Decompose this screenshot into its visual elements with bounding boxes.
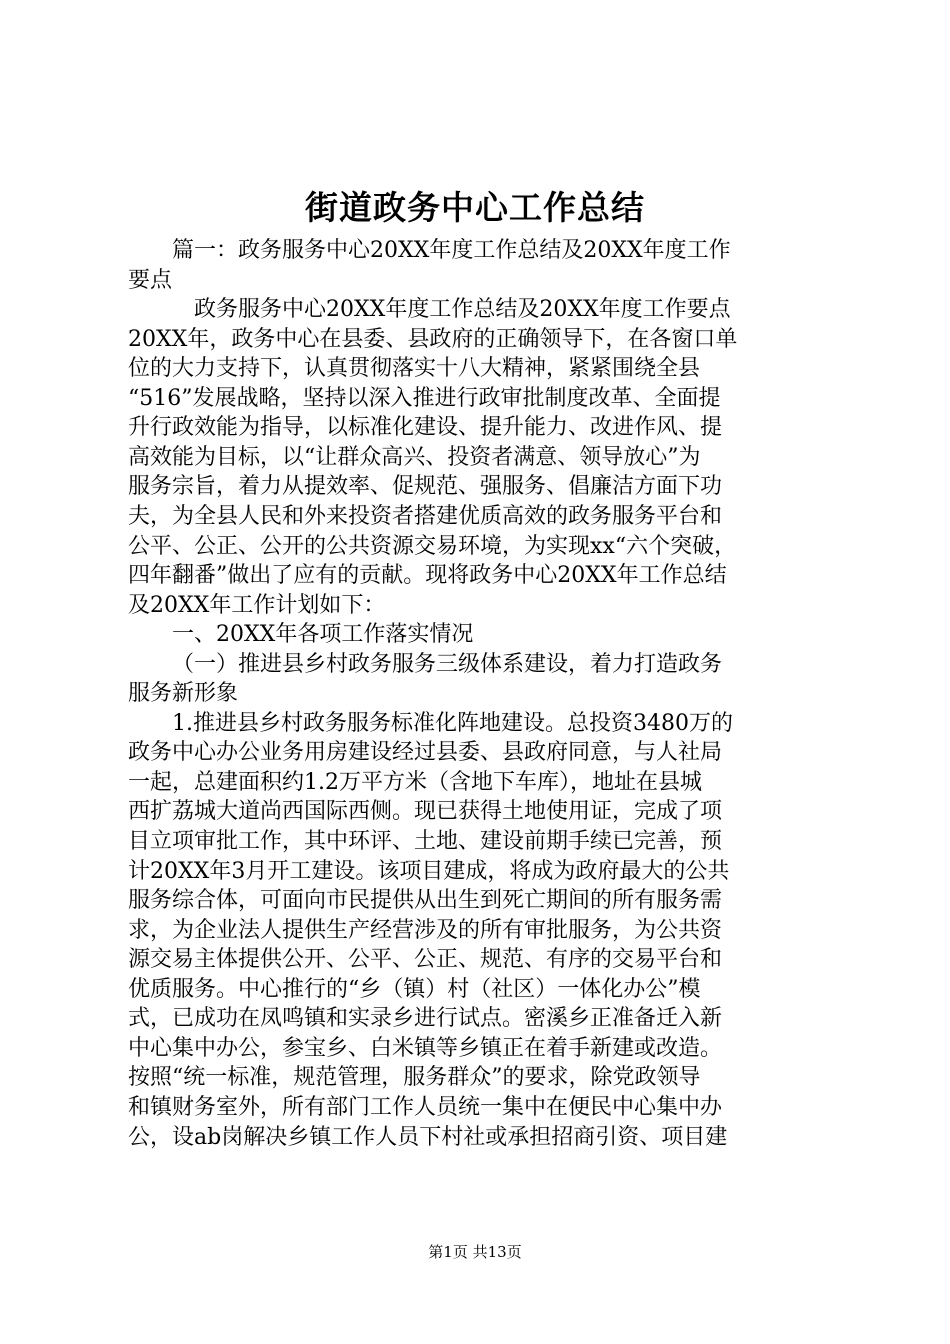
text-line — [128, 502, 838, 532]
text-line-content: 服务新形象 — [128, 681, 239, 707]
page-footer: 第1页 共13页 — [428, 1243, 522, 1261]
text-line-content: 四年翻番”做出了应有的贡献。现将政务中心20XX年工作总结 — [128, 563, 727, 589]
text-line-content: 服务综合体，可面向市民提供从出生到死亡期间的所有服务需 — [128, 888, 723, 914]
text-line — [128, 797, 838, 827]
text-line-content: 源交易主体提供公开、公平、公正、规范、有序的交易平台和 — [128, 947, 723, 973]
text-line — [128, 738, 838, 768]
text-line — [128, 1063, 838, 1093]
text-line — [128, 620, 838, 650]
text-line-content: 政务服务中心20XX年度工作总结及20XX年度工作要点 — [194, 297, 731, 323]
text-line — [128, 384, 838, 414]
text-line-content: 优质服务。中心推行的“乡（镇）村（社区）一体化办公”模 — [128, 976, 701, 1002]
text-line-content: 目立项审批工作，其中环评、土地、建设前期手续已完善，预 — [128, 829, 723, 854]
text-line — [128, 975, 838, 1005]
text-line-content: 篇一：政务服务中心20XX年度工作总结及20XX年度工作 — [172, 238, 731, 263]
text-line — [128, 916, 838, 946]
text-line-content: 求，为企业法人提供生产经营涉及的所有审批服务，为公共资 — [128, 917, 723, 943]
text-line-content: （一）推进县乡村政务服务三级体系建设，着力打造政务 — [172, 651, 723, 677]
text-line — [128, 325, 838, 355]
text-line — [128, 709, 838, 739]
text-line-content: 计20XX年3月开工建设。该项目建成，将成为政府最大的公共 — [128, 858, 730, 884]
text-line — [128, 236, 838, 266]
text-line-content: 1.推进县乡村政务服务标准化阵地建设。总投资3480万的 — [172, 710, 733, 736]
text-line-content: 升行政效能为指导，以标准化建设、提升能力、改进作风、提 — [128, 415, 723, 441]
text-line-content: 要点 — [128, 267, 173, 293]
text-line — [128, 679, 838, 709]
text-line-content: 一起，总建面积约1.2万平方米（含地下车库），地址在县城 — [128, 769, 702, 795]
text-line — [128, 532, 838, 562]
text-line — [128, 1093, 838, 1123]
text-line — [128, 886, 838, 916]
text-line — [128, 561, 838, 591]
text-line — [128, 857, 838, 887]
text-line — [128, 1034, 838, 1064]
text-line-content: 中心集中办公，参宝乡、白米镇等乡镇正在着手新建或改造。 — [128, 1035, 723, 1061]
text-line — [128, 266, 838, 296]
text-line — [128, 945, 838, 975]
text-line — [128, 1123, 838, 1153]
text-line-content: 夫，为全县人民和外来投资者搭建优质高效的政务服务平台和 — [128, 503, 723, 529]
text-line — [128, 443, 838, 473]
text-line-content: 政务中心办公业务用房建设经过县委、县政府同意，与人社局 — [128, 740, 723, 766]
text-line-content: 西扩荔城大道尚西国际西侧。现已获得土地使用证，完成了项 — [128, 799, 723, 825]
document-title: 街道政务中心工作总结 — [305, 188, 645, 227]
text-line — [128, 295, 838, 325]
text-line — [128, 591, 838, 621]
text-line — [128, 1004, 838, 1034]
text-line — [128, 827, 838, 857]
text-line-content: 及20XX年工作计划如下： — [128, 592, 386, 618]
text-line — [128, 768, 838, 798]
text-line — [128, 354, 838, 384]
text-line — [128, 413, 838, 443]
text-line-content: 位的大力支持下，认真贯彻落实十八大精神，紧紧围绕全县 — [128, 356, 701, 382]
text-line-content: “516”发展战略，坚持以深入推进行政审批制度改革、全面提 — [128, 385, 721, 411]
text-line-content: 20XX年，政务中心在县委、县政府的正确领导下，在各窗口单 — [128, 326, 738, 352]
text-line-content: 和镇财务室外，所有部门工作人员统一集中在便民中心集中办 — [128, 1094, 723, 1120]
text-line-content: 一、20XX年各项工作落实情况 — [172, 622, 474, 648]
text-line-content: 式，已成功在凤鸣镇和实录乡进行试点。密溪乡正准备迁入新 — [128, 1006, 723, 1032]
text-line-content: 公，设ab岗解决乡镇工作人员下村社或承担招商引资、项目建 — [128, 1124, 728, 1150]
text-line — [128, 650, 838, 680]
text-line — [128, 472, 838, 502]
text-line-content: 高效能为目标，以“让群众高兴、投资者满意、领导放心”为 — [128, 444, 701, 470]
text-line-content: 服务宗旨，着力从提效率、促规范、强服务、倡廉洁方面下功 — [128, 474, 723, 500]
text-line-content: 按照“统一标准，规范管理，服务群众”的要求，除党政领导 — [128, 1065, 701, 1091]
text-line-content: 公平、公正、公开的公共资源交易环境，为实现xx“六个突破， — [128, 533, 737, 559]
